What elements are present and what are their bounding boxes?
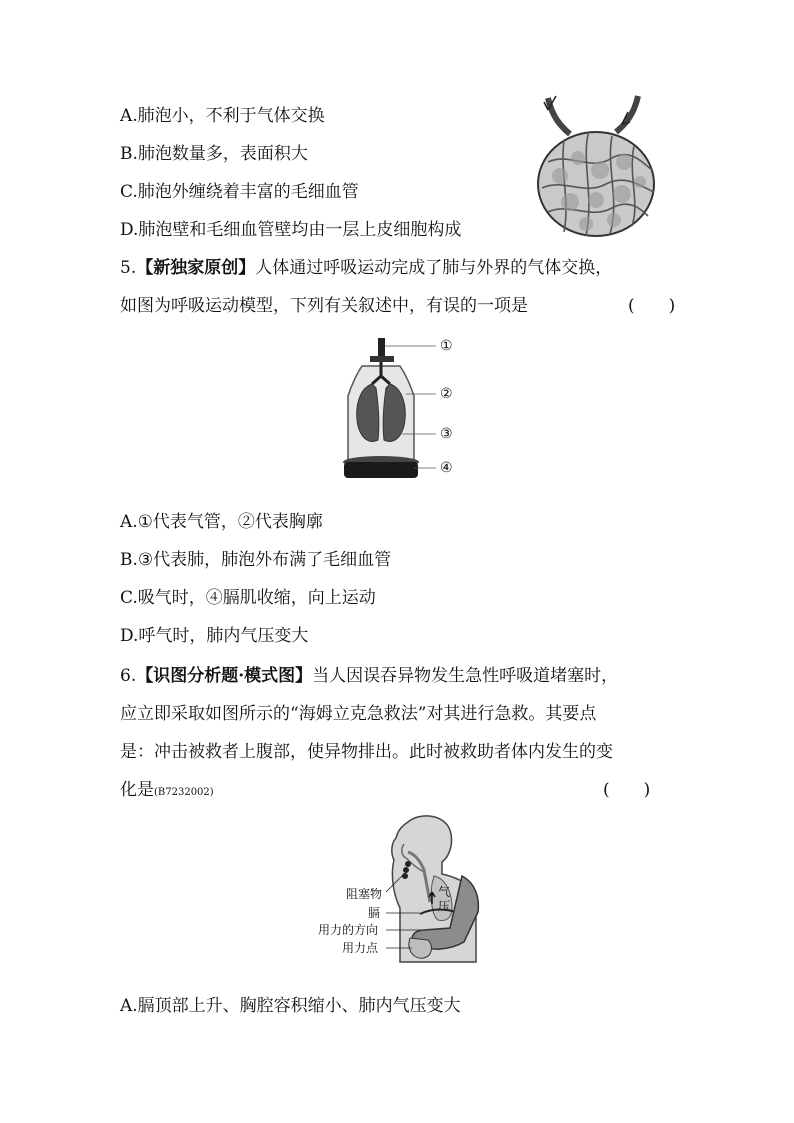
q6-stem-line-3: 是：冲击被救者上腹部，使异物排出。此时被救助者体内发生的变	[120, 742, 613, 762]
heimlich-figure	[380, 812, 490, 978]
q5-answer-paren[interactable]: ( )	[628, 296, 676, 316]
model-label-3: ③	[440, 426, 453, 442]
q5-tag: 【新独家原创】	[136, 258, 256, 278]
q4-option-c: C.肺泡外缠绕着丰富的毛细血管	[120, 182, 359, 202]
q4-option-b: B.肺泡数量多，表面积大	[120, 144, 308, 164]
q5-option-a: A.①代表气管，②代表胸廓	[120, 512, 323, 532]
q6-number: 6.	[120, 666, 137, 686]
q6-option-a: A.膈顶部上升、胸腔容积缩小、肺内气压变大	[120, 996, 461, 1016]
q6-code: (B7232002)	[154, 787, 214, 798]
q6-answer-paren[interactable]: ( )	[603, 780, 651, 800]
alveoli-figure	[530, 92, 665, 244]
model-label-1: ①	[440, 338, 453, 354]
label-force-point: 用力点	[342, 941, 379, 955]
label-diaphragm: 膈	[368, 906, 381, 920]
q4-option-d: D.肺泡壁和毛细血管壁均由一层上皮细胞构成	[120, 220, 462, 240]
q6-stem-line-1	[120, 666, 618, 686]
q5-stem-line-2: 如图为呼吸运动模型，下列有关叙述中，有误的一项是	[120, 296, 528, 316]
model-label-2: ②	[440, 386, 453, 402]
q6-tag: 【识图分析题·模式图】	[136, 666, 313, 686]
label-obstruction: 阻塞物	[346, 887, 383, 901]
q6-stem-4: 化是	[120, 780, 154, 800]
label-pressure-2: 压	[438, 899, 451, 913]
label-force-direction: 用力的方向	[318, 923, 379, 937]
q5-stem-line-1	[120, 258, 612, 278]
q5-option-d: D.呼气时，肺内气压变大	[120, 626, 309, 646]
q4-option-a: A.肺泡小，不利于气体交换	[120, 106, 325, 126]
model-label-4: ④	[440, 460, 453, 476]
q6-stem-line-2: 应立即采取如图所示的“海姆立克急救法”对其进行急救。其要点	[120, 704, 597, 724]
q5-stem-1: 人体通过呼吸运动完成了肺与外界的气体交换，	[255, 258, 613, 278]
q6-stem-1: 当人因误吞异物发生急性呼吸道堵塞时，	[312, 666, 619, 686]
q5-option-b: B.③代表肺，肺泡外布满了毛细血管	[120, 550, 392, 570]
q5-option-c: C.吸气时，④膈肌收缩，向上运动	[120, 588, 376, 608]
q5-number: 5.	[120, 258, 137, 278]
label-pressure-1: 气	[438, 885, 451, 899]
q6-stem-line-4	[120, 780, 214, 803]
